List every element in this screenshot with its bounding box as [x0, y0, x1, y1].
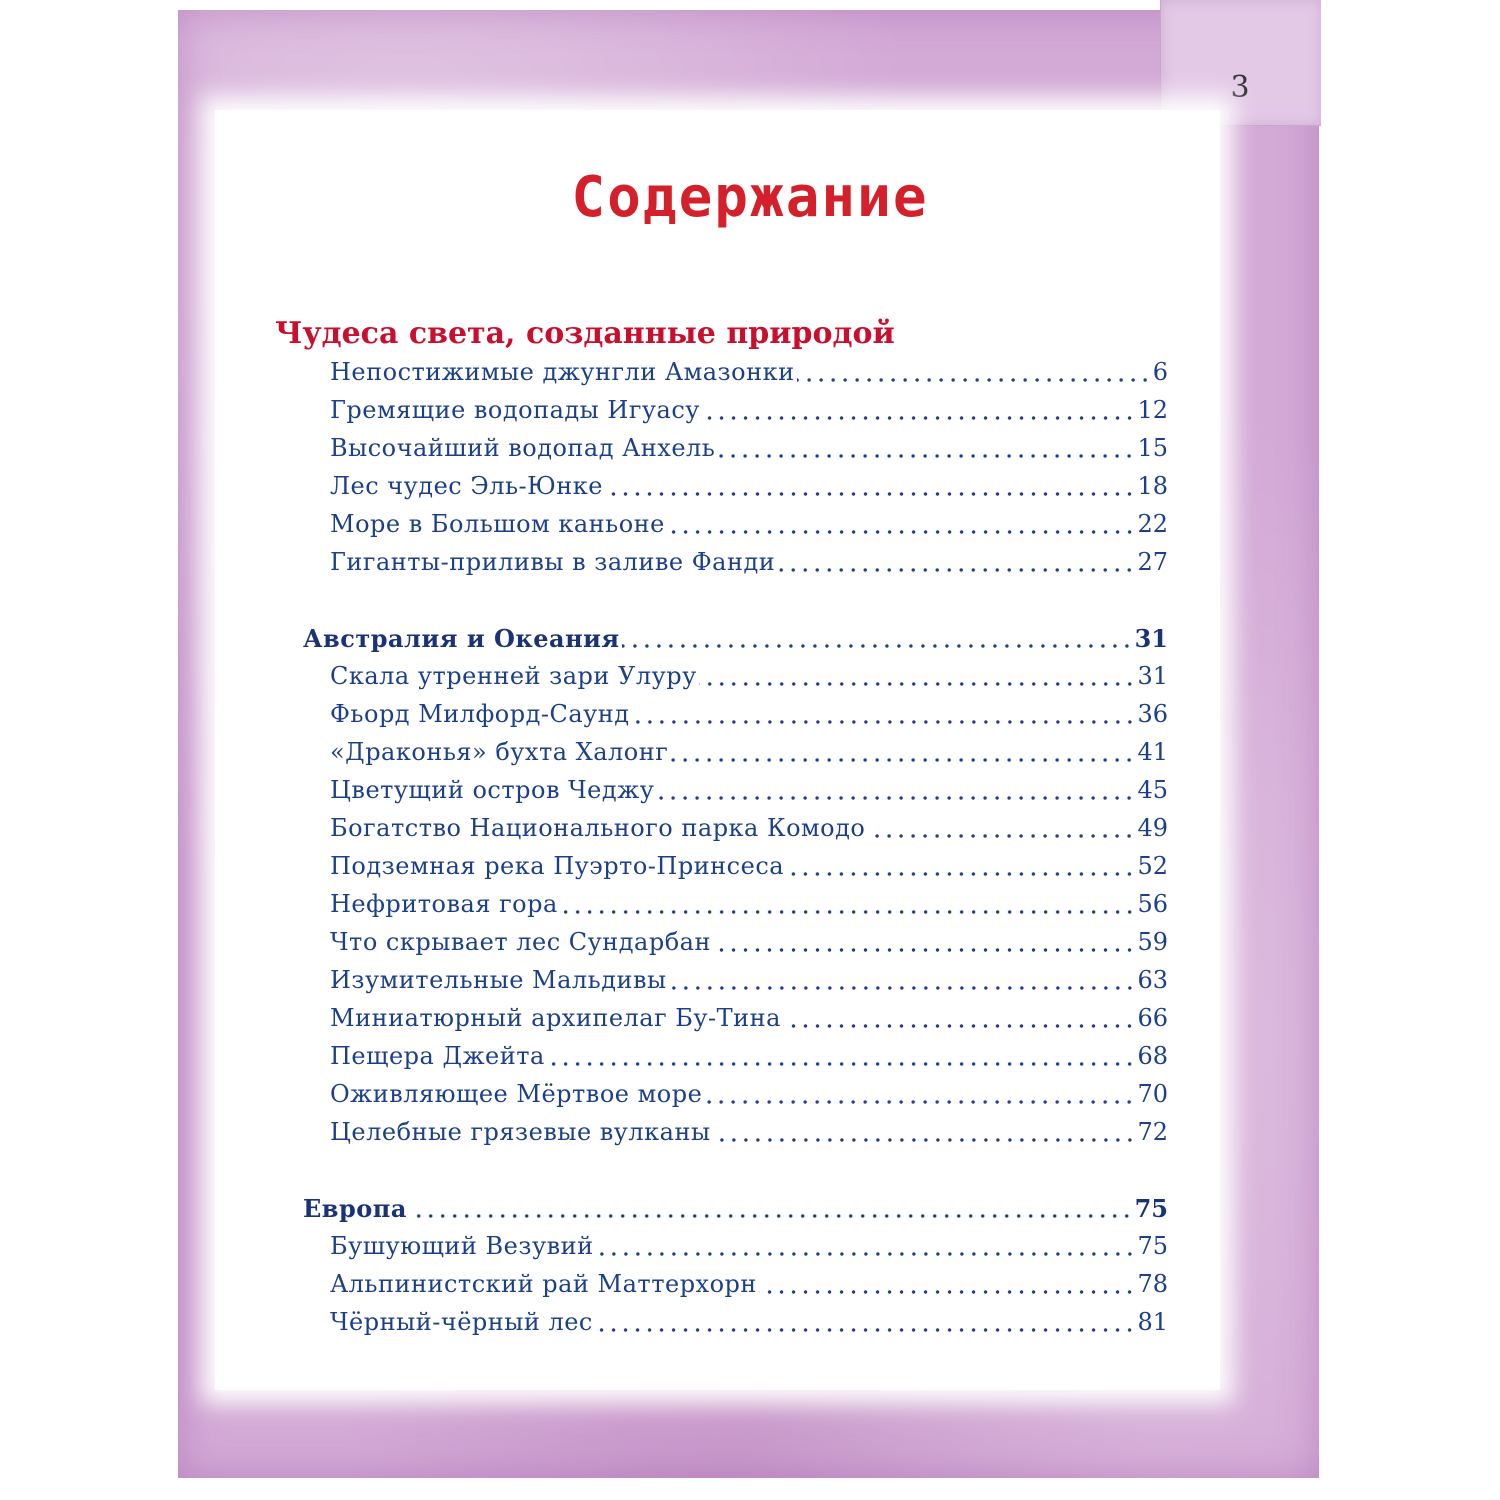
dot-leader	[547, 1059, 1136, 1069]
dot-leader	[702, 413, 1136, 423]
toc-entry-page: 70	[1137, 1080, 1168, 1108]
dot-leader	[560, 907, 1136, 917]
toc-entry-title: «Драконья» бухта Халонг	[330, 738, 669, 766]
toc-entry	[330, 776, 1168, 810]
dot-leader	[777, 565, 1135, 575]
toc-entry-title: Скала утренней зари Улуру	[330, 662, 697, 690]
toc-entry-title: Цветущий остров Чеджу	[330, 776, 655, 804]
toc-entry-title: Австралия и Океания	[303, 624, 620, 653]
toc-entry	[330, 700, 1168, 734]
toc-entry	[330, 358, 1168, 392]
toc-entry-page: 31	[1134, 624, 1168, 653]
toc-entry-page: 6	[1152, 358, 1168, 386]
toc-entry	[330, 1118, 1168, 1152]
toc-entry-title: Чёрный-чёрный лес	[330, 1308, 593, 1336]
dot-leader	[786, 869, 1135, 879]
page-number: 3	[1230, 70, 1250, 105]
toc-entry-title: Пещера Джейта	[330, 1042, 545, 1070]
toc-entry-title: Подземная река Пуэрто-Принсеса	[330, 852, 785, 880]
toc-entry-page: 68	[1137, 1042, 1168, 1070]
toc-entry-page: 66	[1137, 1004, 1168, 1032]
toc-entry	[330, 548, 1168, 582]
toc-entry-page: 18	[1137, 472, 1168, 500]
toc-entry	[330, 852, 1168, 886]
toc-entry-title: Альпинистский рай Маттерхорн	[330, 1270, 757, 1298]
toc-entry-title: Богатство Национального парка Комодо	[330, 814, 866, 842]
toc-entry-page: 59	[1137, 928, 1168, 956]
toc-entry-page: 15	[1137, 434, 1168, 462]
dot-leader	[596, 1249, 1136, 1259]
dot-leader	[699, 679, 1136, 689]
section-heading: Чудеса света, созданные природой	[275, 316, 895, 351]
toc-entry-title: Непостижимые джунгли Амазонки	[330, 358, 795, 386]
toc-entry-page: 75	[1137, 1232, 1168, 1260]
toc-entry-page: 56	[1137, 890, 1168, 918]
dot-leader	[713, 1135, 1136, 1145]
toc-group-heading	[303, 1194, 1168, 1228]
toc-entry	[330, 1270, 1168, 1304]
toc-entry-title: Изумительные Мальдивы	[330, 966, 667, 994]
toc-entry-title: Море в Большом каньоне	[330, 510, 665, 538]
toc-entry	[330, 662, 1168, 696]
toc-entry-page: 75	[1134, 1194, 1168, 1223]
toc-entry-title: Лес чудес Эль-Юнке	[330, 472, 603, 500]
toc-entry-title: Бушующий Везувий	[330, 1232, 594, 1260]
toc-entry-title: Гиганты-приливы в заливе Фанди	[330, 548, 776, 576]
toc-entry-title: Оживляющее Мёртвое море	[330, 1080, 703, 1108]
dot-leader	[622, 641, 1133, 651]
toc-entry	[330, 966, 1168, 1000]
toc-entry	[330, 434, 1168, 468]
toc-entry-page: 27	[1137, 548, 1168, 576]
toc-entry	[330, 472, 1168, 506]
dot-leader	[797, 375, 1151, 385]
dot-leader	[656, 793, 1135, 803]
toc-entry	[330, 738, 1168, 772]
toc-entry-page: 49	[1137, 814, 1168, 842]
dot-leader	[759, 1287, 1136, 1297]
dot-leader	[669, 983, 1136, 993]
toc-entry-title: Гремящие водопады Игуасу	[330, 396, 700, 424]
toc-entry-title: Целебные грязевые вулканы	[330, 1118, 711, 1146]
toc-entry-title: Фьорд Милфорд-Саунд	[330, 700, 630, 728]
toc-entry	[330, 1080, 1168, 1114]
page-number-tab	[1160, 0, 1321, 126]
toc-entry-page: 31	[1137, 662, 1168, 690]
toc-entry-page: 12	[1137, 396, 1168, 424]
toc-entry	[330, 1308, 1168, 1342]
toc-entry	[330, 396, 1168, 430]
dot-leader	[595, 1325, 1136, 1335]
dot-leader	[632, 717, 1136, 727]
dot-leader	[867, 831, 1135, 841]
toc-entry	[330, 814, 1168, 848]
toc-entry-page: 22	[1137, 510, 1168, 538]
toc-entry	[330, 928, 1168, 962]
toc-entry-page: 81	[1137, 1308, 1168, 1336]
dot-leader	[783, 1021, 1135, 1031]
toc-entry-page: 78	[1137, 1270, 1168, 1298]
toc-entry-title: Высочайший водопад Анхель	[330, 434, 716, 462]
toc-entry-page: 72	[1137, 1118, 1168, 1146]
dot-leader	[704, 1097, 1135, 1107]
dot-leader	[409, 1211, 1133, 1221]
toc-entry	[330, 890, 1168, 924]
toc-entry	[330, 1042, 1168, 1076]
dot-leader	[667, 527, 1136, 537]
toc-entry-title: Что скрывает лес Сундарбан	[330, 928, 711, 956]
dot-leader	[713, 945, 1136, 955]
dot-leader	[717, 451, 1135, 461]
toc-entry-page: 41	[1137, 738, 1168, 766]
toc-group-heading	[303, 624, 1168, 658]
toc-entry-title: Миниатюрный архипелаг Бу-Тина	[330, 1004, 781, 1032]
toc-entry	[330, 1232, 1168, 1266]
toc-entry	[330, 1004, 1168, 1038]
toc-entry	[330, 510, 1168, 544]
dot-leader	[605, 489, 1135, 499]
toc-entry-page: 36	[1137, 700, 1168, 728]
toc-entry-page: 45	[1137, 776, 1168, 804]
dot-leader	[670, 755, 1135, 765]
page-title: Содержание	[571, 165, 929, 230]
toc-entry-page: 63	[1137, 966, 1168, 994]
toc-entry-title: Европа	[303, 1194, 407, 1223]
toc-entry-page: 52	[1137, 852, 1168, 880]
toc-entry-title: Нефритовая гора	[330, 890, 558, 918]
